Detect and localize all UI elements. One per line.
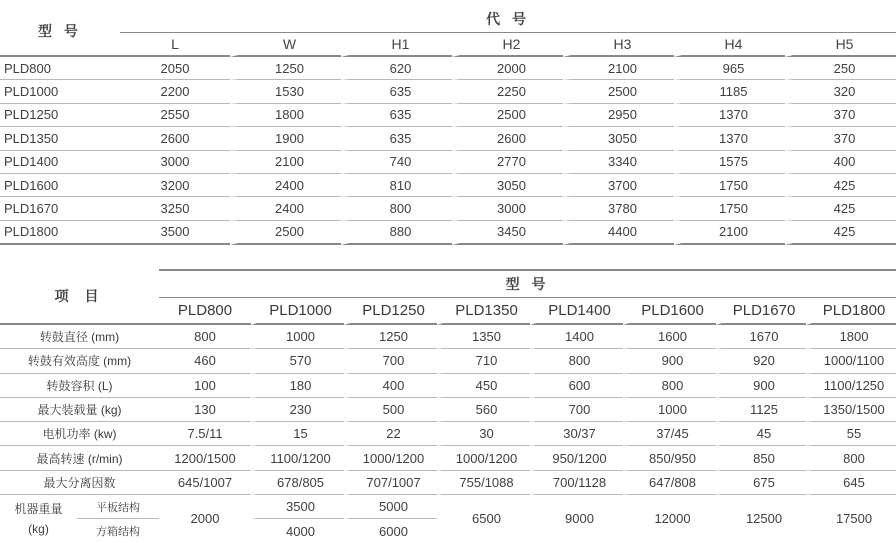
value-cell: 130 [159,398,251,422]
table-row [0,151,896,174]
table-row [0,422,896,446]
value-cell: 1350/1500 [806,398,896,422]
value-cell: 370 [785,104,896,127]
dimension-table [0,6,896,245]
value-cell: 2950 [563,104,674,127]
value-cell: 678/805 [251,471,344,495]
spec-col-model: PLD1600 [623,298,716,325]
value-cell: 4000 [251,519,344,542]
value-cell: 1750 [674,197,785,220]
value-cell: 3000 [120,151,230,174]
value-cell: 700/1128 [530,471,623,495]
value-cell: 100 [159,374,251,398]
value-cell: 1250 [230,57,341,80]
dim-col-H1: H1 [341,33,452,57]
value-cell: 3700 [563,174,674,197]
value-cell: 2000 [190,511,220,527]
value-cell: 425 [785,174,896,197]
model-cell: PLD1000 [0,80,120,103]
value-cell: 6000 [344,519,437,542]
value-cell: 45 [716,422,806,446]
spec-col-model: PLD1350 [437,298,530,325]
table-row [0,127,896,150]
value-cell: 12000 [623,495,716,543]
spec-row-label: 转鼓有效高度 (mm) [0,349,159,373]
value-cell: 2100 [230,151,341,174]
value-cell: 6500 [437,495,530,543]
value-cell: 1000/1200 [344,446,437,470]
dim-col-H3: H3 [563,33,674,57]
table-row [0,446,896,470]
value-cell: 2400 [230,174,341,197]
dim-col-W: W [230,33,341,57]
weight-sub-box: 方箱结构 [96,526,140,539]
dim-col-H5: H5 [785,33,896,57]
value-cell: 3450 [452,221,563,245]
value-cell: 3500 [120,221,230,245]
value-cell: 965 [674,57,785,80]
value-cell: 2500 [452,104,563,127]
value-cell: 1530 [230,80,341,103]
value-cell: 1370 [674,104,785,127]
weight-label [0,495,77,543]
value-cell: 7.5/11 [159,422,251,446]
value-cell: 810 [341,174,452,197]
value-cell: 3780 [563,197,674,220]
value-cell: 230 [251,398,344,422]
value-cell: 620 [341,57,452,80]
dim-col-H4: H4 [674,33,785,57]
spec-col-model: PLD1670 [716,298,806,325]
value-cell: 2600 [452,127,563,150]
value-cell: 2000 [452,57,563,80]
table-row [0,398,896,422]
value-cell: 450 [437,374,530,398]
value-cell: 850 [716,446,806,470]
value-cell: 800 [341,197,452,220]
value-cell: 675 [716,471,806,495]
value-cell: 1250 [344,325,437,349]
table-row [0,221,896,245]
value-cell: 900 [623,349,716,373]
value-cell: 2550 [120,104,230,127]
spec-row-label: 电机功率 (kw) [0,422,159,446]
value-cell: 30/37 [530,422,623,446]
value-cell: 5000 [344,495,437,519]
value-cell: 1125 [716,398,806,422]
value-cell: 1800 [806,325,896,349]
value-cell: 1900 [230,127,341,150]
spec-row-label: 最大装载量 (kg) [0,398,159,422]
weight-label-line2: (kg) [28,521,49,536]
spec-row-label: 转鼓直径 (mm) [0,325,159,349]
value-cell: 1000/1100 [806,349,896,373]
value-cell: 3050 [563,127,674,150]
value-cell: 400 [344,374,437,398]
dim-table-body [0,57,896,245]
table-row [0,57,896,80]
spec-table-body [0,325,896,543]
value-cell: 880 [341,221,452,245]
value-cell: 12500 [716,495,806,543]
value-cell: 700 [530,398,623,422]
table-row [0,374,896,398]
value-cell: 710 [437,349,530,373]
value-cell: 4400 [563,221,674,245]
table-row [0,197,896,220]
dim-header-model: 型 号 [0,6,120,57]
spec-col-model: PLD1000 [251,298,344,325]
value-cell: 635 [341,127,452,150]
value-cell: 800 [623,374,716,398]
value-cell: 30 [437,422,530,446]
value-cell: 1575 [674,151,785,174]
dim-col-L: L [120,33,230,57]
value-cell: 22 [344,422,437,446]
value-cell: 180 [251,374,344,398]
value-cell: 1370 [674,127,785,150]
spec-col-model: PLD1800 [806,298,896,325]
value-cell: 1000 [251,325,344,349]
spec-row-label: 最大分离因数 [0,471,159,495]
value-cell: 9000 [530,495,623,543]
value-cell: 1350 [437,325,530,349]
value-cell: 1670 [716,325,806,349]
value-cell: 1750 [674,174,785,197]
model-cell: PLD1250 [0,104,120,127]
spec-row-label: 最高转速 (r/min) [0,446,159,470]
value-cell: 2050 [120,57,230,80]
table-row [0,349,896,373]
table-row [0,80,896,103]
value-cell: 3250 [120,197,230,220]
value-cell: 250 [785,57,896,80]
value-cell: 635 [341,104,452,127]
table-row [0,174,896,197]
value-cell: 570 [251,349,344,373]
weight-label-line1: 机器重量 [14,501,63,516]
spec-col-model: PLD800 [159,298,251,325]
value-cell: 800 [806,446,896,470]
table-row [0,471,896,495]
value-cell: 500 [344,398,437,422]
spec-row-label: 转鼓容积 (L) [0,374,159,398]
value-cell: 3200 [120,174,230,197]
value-cell: 17500 [806,495,896,543]
value-cell: 900 [716,374,806,398]
spec-header-item: 项 目 [0,269,159,325]
value-cell: 920 [716,349,806,373]
value-cell: 2500 [563,80,674,103]
value-cell: 850/950 [623,446,716,470]
value-cell: 740 [341,151,452,174]
spec-header-model: 型 号 [159,269,896,298]
model-cell: PLD1350 [0,127,120,150]
value-cell: 647/808 [623,471,716,495]
value-cell: 2100 [674,221,785,245]
value-cell: 600 [530,374,623,398]
value-cell: 800 [159,325,251,349]
value-cell: 3050 [452,174,563,197]
value-cell: 950/1200 [530,446,623,470]
value-cell: 425 [785,197,896,220]
value-cell: 645 [806,471,896,495]
value-cell: 1000 [623,398,716,422]
spec-col-model: PLD1250 [344,298,437,325]
value-cell: 707/1007 [344,471,437,495]
value-cell: 320 [785,80,896,103]
dim-header-code: 代 号 [120,6,896,33]
value-cell: 2600 [120,127,230,150]
value-cell: 755/1088 [437,471,530,495]
value-cell: 1200/1500 [159,446,251,470]
value-cell: 2770 [452,151,563,174]
value-cell: 37/45 [623,422,716,446]
value-cell: 700 [344,349,437,373]
value-cell: 1600 [623,325,716,349]
value-cell: 3500 [251,495,344,519]
model-cell: PLD1800 [0,221,120,245]
value-cell: 460 [159,349,251,373]
value-cell: 2100 [563,57,674,80]
model-cell: PLD1670 [0,197,120,220]
value-cell: 370 [785,127,896,150]
value-cell: 400 [785,151,896,174]
value-cell: 55 [806,422,896,446]
value-cell: 3000 [452,197,563,220]
value-cell: 1185 [674,80,785,103]
weight-row-flat [0,495,896,519]
value-cell: 15 [251,422,344,446]
model-cell: PLD1600 [0,174,120,197]
model-cell: PLD800 [0,57,120,80]
dim-col-H2: H2 [452,33,563,57]
value-cell: 3340 [563,151,674,174]
table-row [0,325,896,349]
value-cell: 2400 [230,197,341,220]
value-cell: 635 [341,80,452,103]
model-cell: PLD1400 [0,151,120,174]
spec-table [0,269,896,543]
value-cell: 2250 [452,80,563,103]
value-cell: 2200 [120,80,230,103]
value-cell: 800 [530,349,623,373]
weight-sub-flat: 平板结构 [77,495,159,519]
value-cell: 1400 [530,325,623,349]
value-cell: 1100/1200 [251,446,344,470]
value-cell: 1100/1250 [806,374,896,398]
value-cell: 425 [785,221,896,245]
value-cell: 645/1007 [159,471,251,495]
table-row [0,104,896,127]
value-cell: 1800 [230,104,341,127]
spec-col-model: PLD1400 [530,298,623,325]
value-cell: 2500 [230,221,341,245]
value-cell: 1000/1200 [437,446,530,470]
value-cell: 560 [437,398,530,422]
